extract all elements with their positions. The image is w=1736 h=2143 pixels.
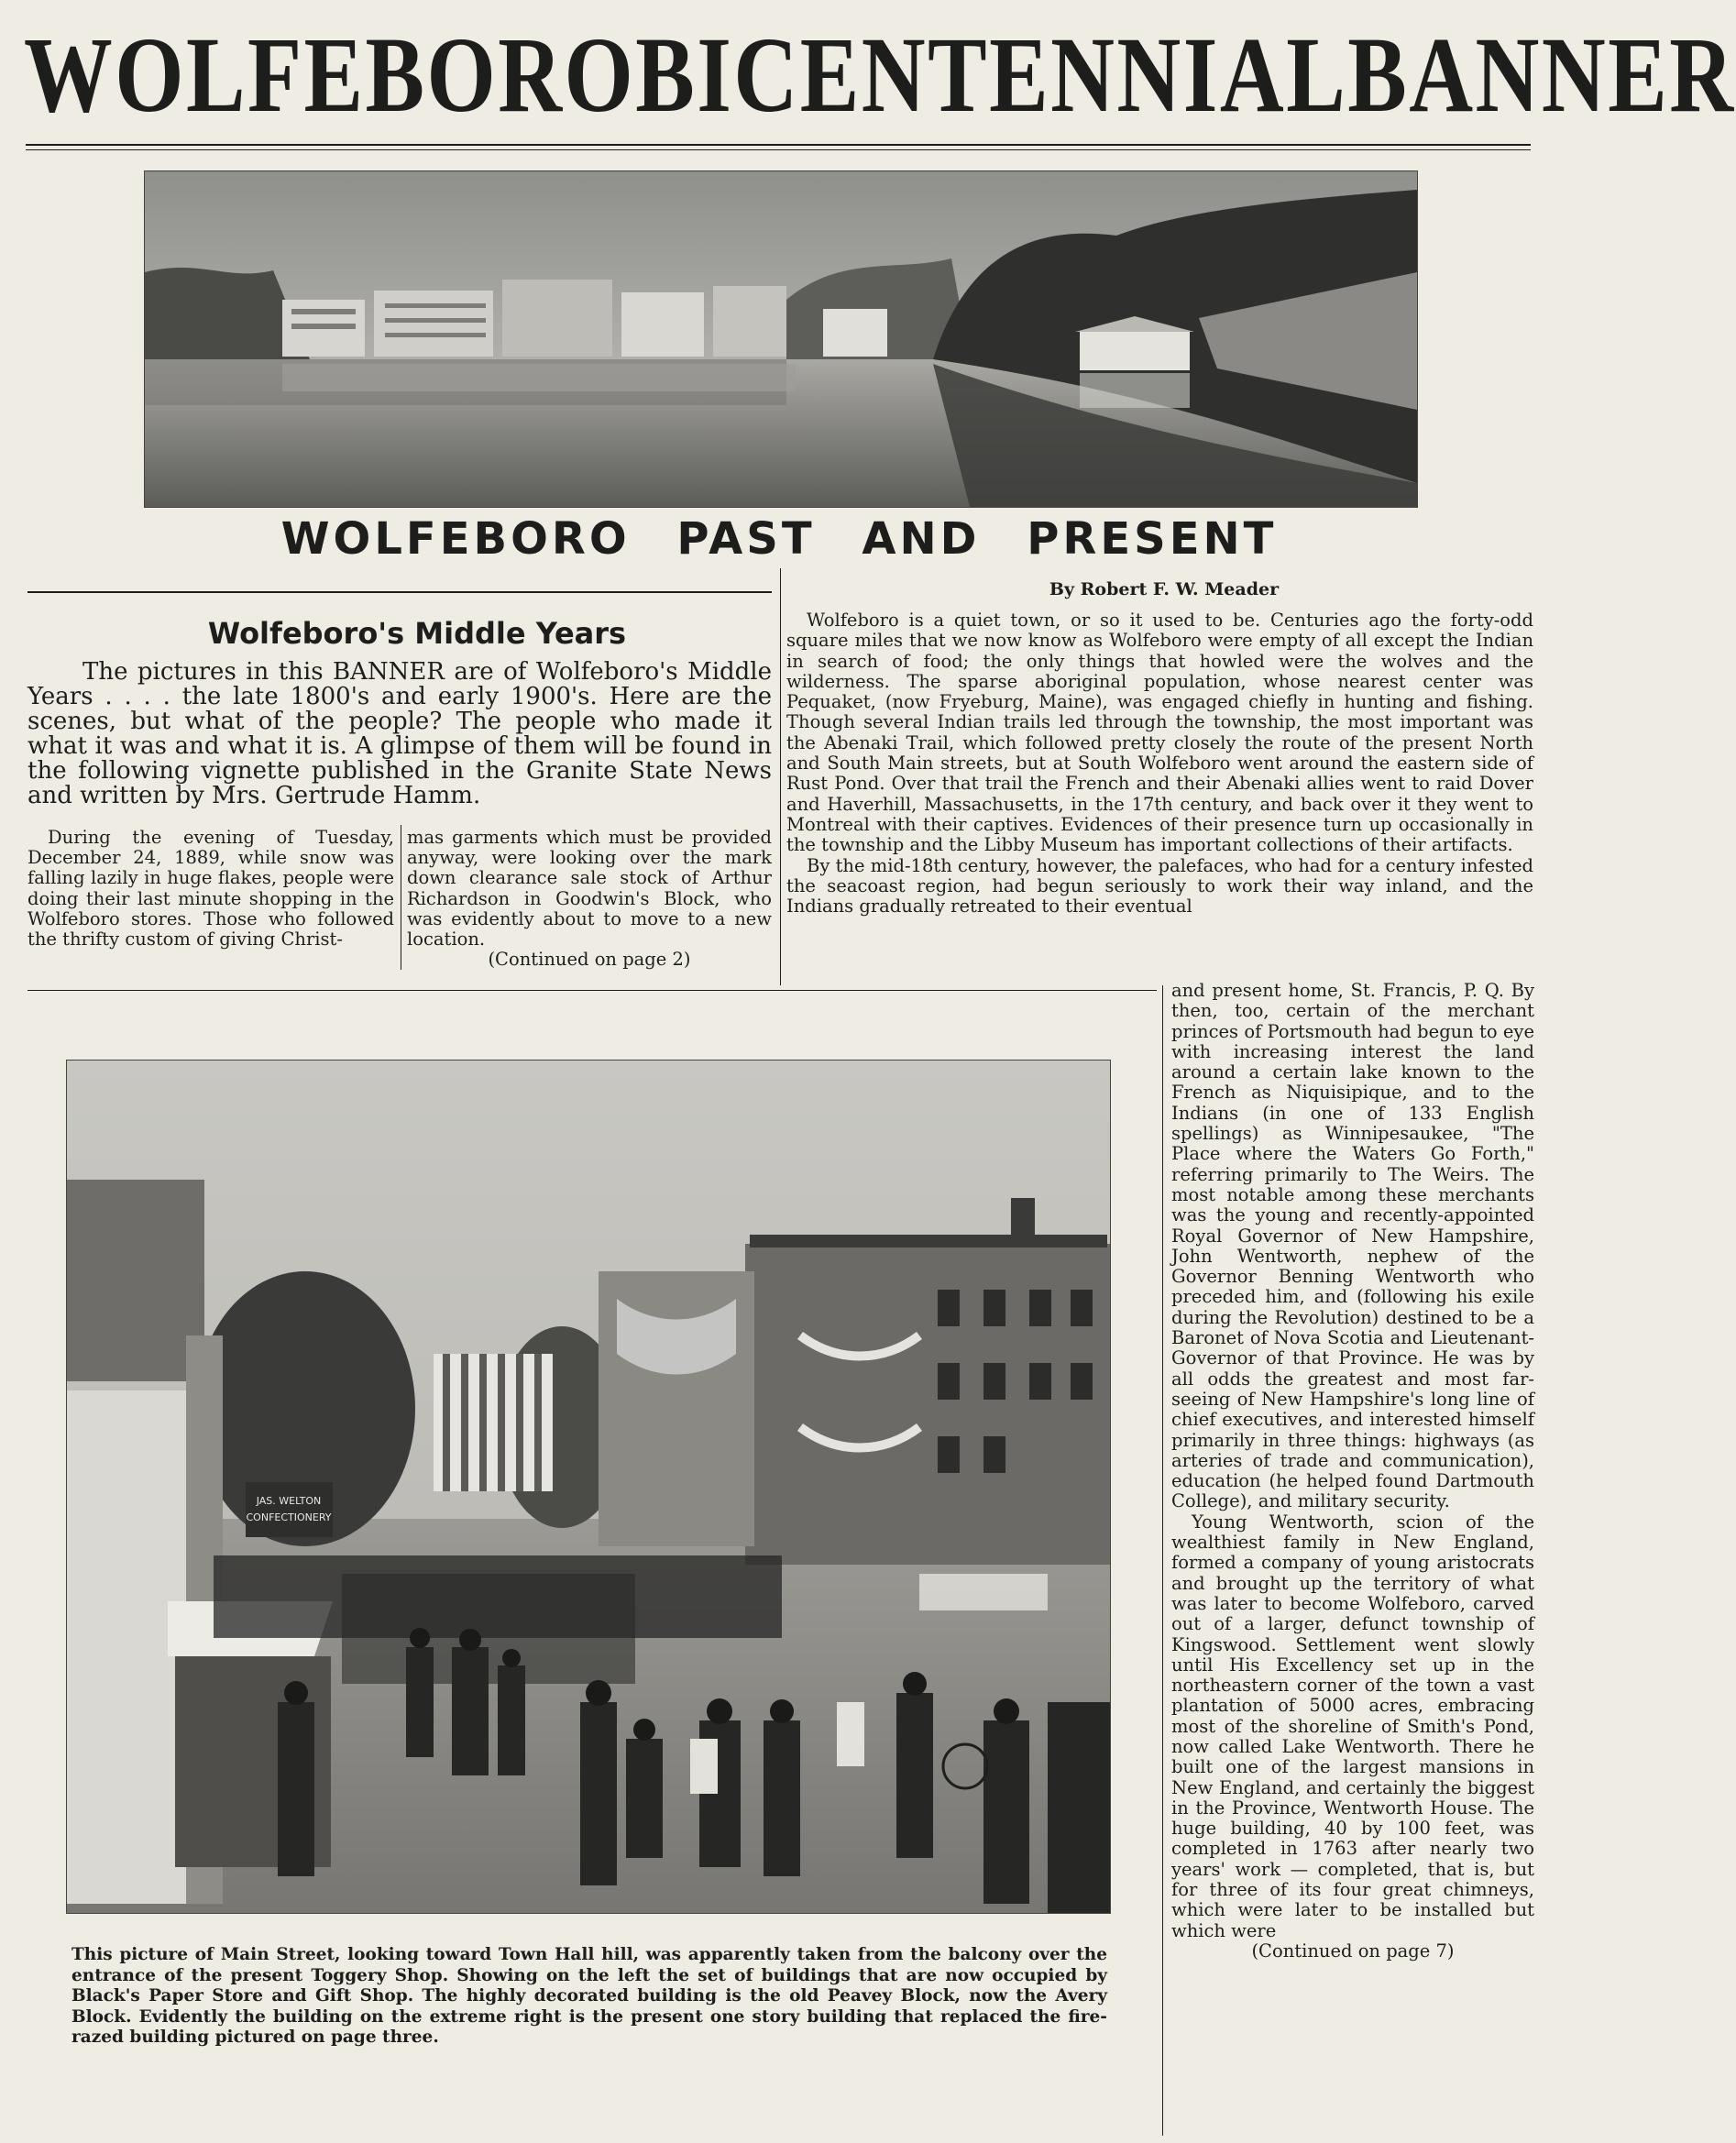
article-p2b: and present home, St. Francis, P. Q. By then, too, certain of the merchant princes of Portsmouth had begun to eye with increasing interest the land around a certain lake known to the French as Niquisipique, and to the Indians (in one of 133 English spellings) as Winnipesaukee, "The Place where the Waters Go Forth," referring primarily to The Weirs. The most notable among these merchants was the young and recently-appointed Royal Governor of New Hampshire, John Wentworth, nephew of the Governor Benning Wentworth who preceded him, and (following his exile during the Revolution) destined to be a Baronet of Nova Scotia and Lieutenant-Governor of that Province. He was by all odds the greatest and most far-seeing of New Hampshire's long line of chief executives, and interested himself primarily in three things: highways (as arteries of trade and communication), education (he helped found Dartmouth College), and military security.: [1171, 980, 1534, 1512]
main-street-photo-image: [67, 1061, 1110, 1913]
article-column-right: [1171, 981, 1534, 1962]
article-p3: Young Wentworth, scion of the wealthiest family in New England, formed a company of young aristocrats and brought up the territory of what was later to become Wolfeboro, carved out of a larger, defunct township of Kingswood. Settlement went slowly until His Excellency set up in the northeastern corner of the town a vast plantation of 5000 acres, embracing most of the shoreline of Smith's Pond, now called Lake Wentworth. There he built one of the largest mansions in New England, and certainly the biggest in the Province, Wentworth House. The huge building, 40 by 100 feet, was completed in 1763 after nearly two years' work — completed, that is, but for three of its four great chimneys, which were later to be installed but which were: [1171, 1511, 1534, 1941]
section-rule-mid: [27, 990, 1157, 991]
middle-years-intro: The pictures in this BANNER are of Wolfeboro's Middle Years . . . . the late 1800's and early 1900's. Here are the scenes, but what of the people? The people who made it what it was and what it is. A glimpse of them will be found in the following vignette published in the Granite State News and written by Mrs. Gertrude Hamm.: [27, 658, 772, 809]
photo-caption: This picture of Main Street, looking toward Town Hall hill, was apparently taken from the balcony over the entrance of the present Toggery Shop. Showing on the left the set of buildings that are now occupied by Black's Paper Store and Gift Shop. The highly decorated building is the old Peavey Block, now the Avery Block. Evidently the building on the extreme right is the present one story building that replaced the fire-razed building pictured on page three.: [71, 1945, 1107, 2048]
shop-sign-2: CONFECTIONERY: [246, 1511, 332, 1523]
main-street-photo: [66, 1060, 1111, 1914]
byline: By Robert F. W. Meader: [1049, 579, 1280, 599]
middle-years-col-2-wrap: [407, 828, 772, 970]
middle-years-title: Wolfeboro's Middle Years: [207, 616, 627, 651]
article-p1: Wolfeboro is a quiet town, or so it used to be. Centuries ago the forty-odd square miles that we now know as Wolfeboro were empty of all except the Indian in search of food; the only things that howled were the wolves and the wilderness. The sparse aboriginal population, whose nearest center was Pequaket, (now Fryeburg, Maine), was engaged chiefly in hunting and fishing. Though several Indian trails led through the township, the most important was the Abenaki Trail, which followed pretty closely the route of the present North and South Main streets, but at South Wolfeboro went around the eastern side of Rust Pond. Over that trail the French and their Abenaki allies went to raid Dover and Haverhill, Massachusetts, in the 17th century, and back over it they went to Montreal with their captives. Evidences of their presence turn up occasionally in the township and the Libby Museum has important collections of their artifacts.: [786, 610, 1533, 856]
masthead-word-3: BANNER: [1347, 15, 1736, 135]
column-divider-top: [780, 568, 781, 985]
middle-years-continued[interactable]: (Continued on page 2): [488, 949, 691, 971]
shop-sign: JAS. WELTON: [256, 1495, 322, 1507]
article-continued[interactable]: (Continued on page 7): [1251, 1940, 1455, 1962]
masthead-rule-top: [26, 144, 1531, 146]
article-top: [786, 610, 1533, 917]
middle-years-col-1: During the evening of Tuesday, December 24, 1889, while snow was falling lazily in huge flakes, people were doing their last minute shopping in the Wolfeboro stores. Those who followed the thrifty custom of giving Christ-: [27, 827, 394, 951]
article-p2a: By the mid-18th century, however, the palefaces, who had for a century infested the seacoast region, had begun seriously to work their way inland, and the Indians gradually retreated to their eventual: [786, 854, 1533, 918]
column-divider-right: [1162, 985, 1163, 2136]
masthead-rule-bottom: [26, 149, 1531, 150]
masthead: [24, 15, 1736, 135]
middle-years-col-2: mas garments which must be provided anyway, were looking over the mark down clearance sale stock of Arthur Richardson in Goodwin's Block, who was evidently about to move to a new location.: [407, 827, 772, 951]
left-section-rule: [27, 591, 772, 593]
masthead-word-2: BICENTENNIAL: [635, 15, 1348, 135]
lake-photo-image: [145, 171, 1417, 507]
headline: WOLFEBORO PAST AND PRESENT: [280, 513, 1278, 565]
masthead-word-1: WOLFEBORO: [24, 15, 636, 135]
lake-photo: [144, 170, 1418, 508]
